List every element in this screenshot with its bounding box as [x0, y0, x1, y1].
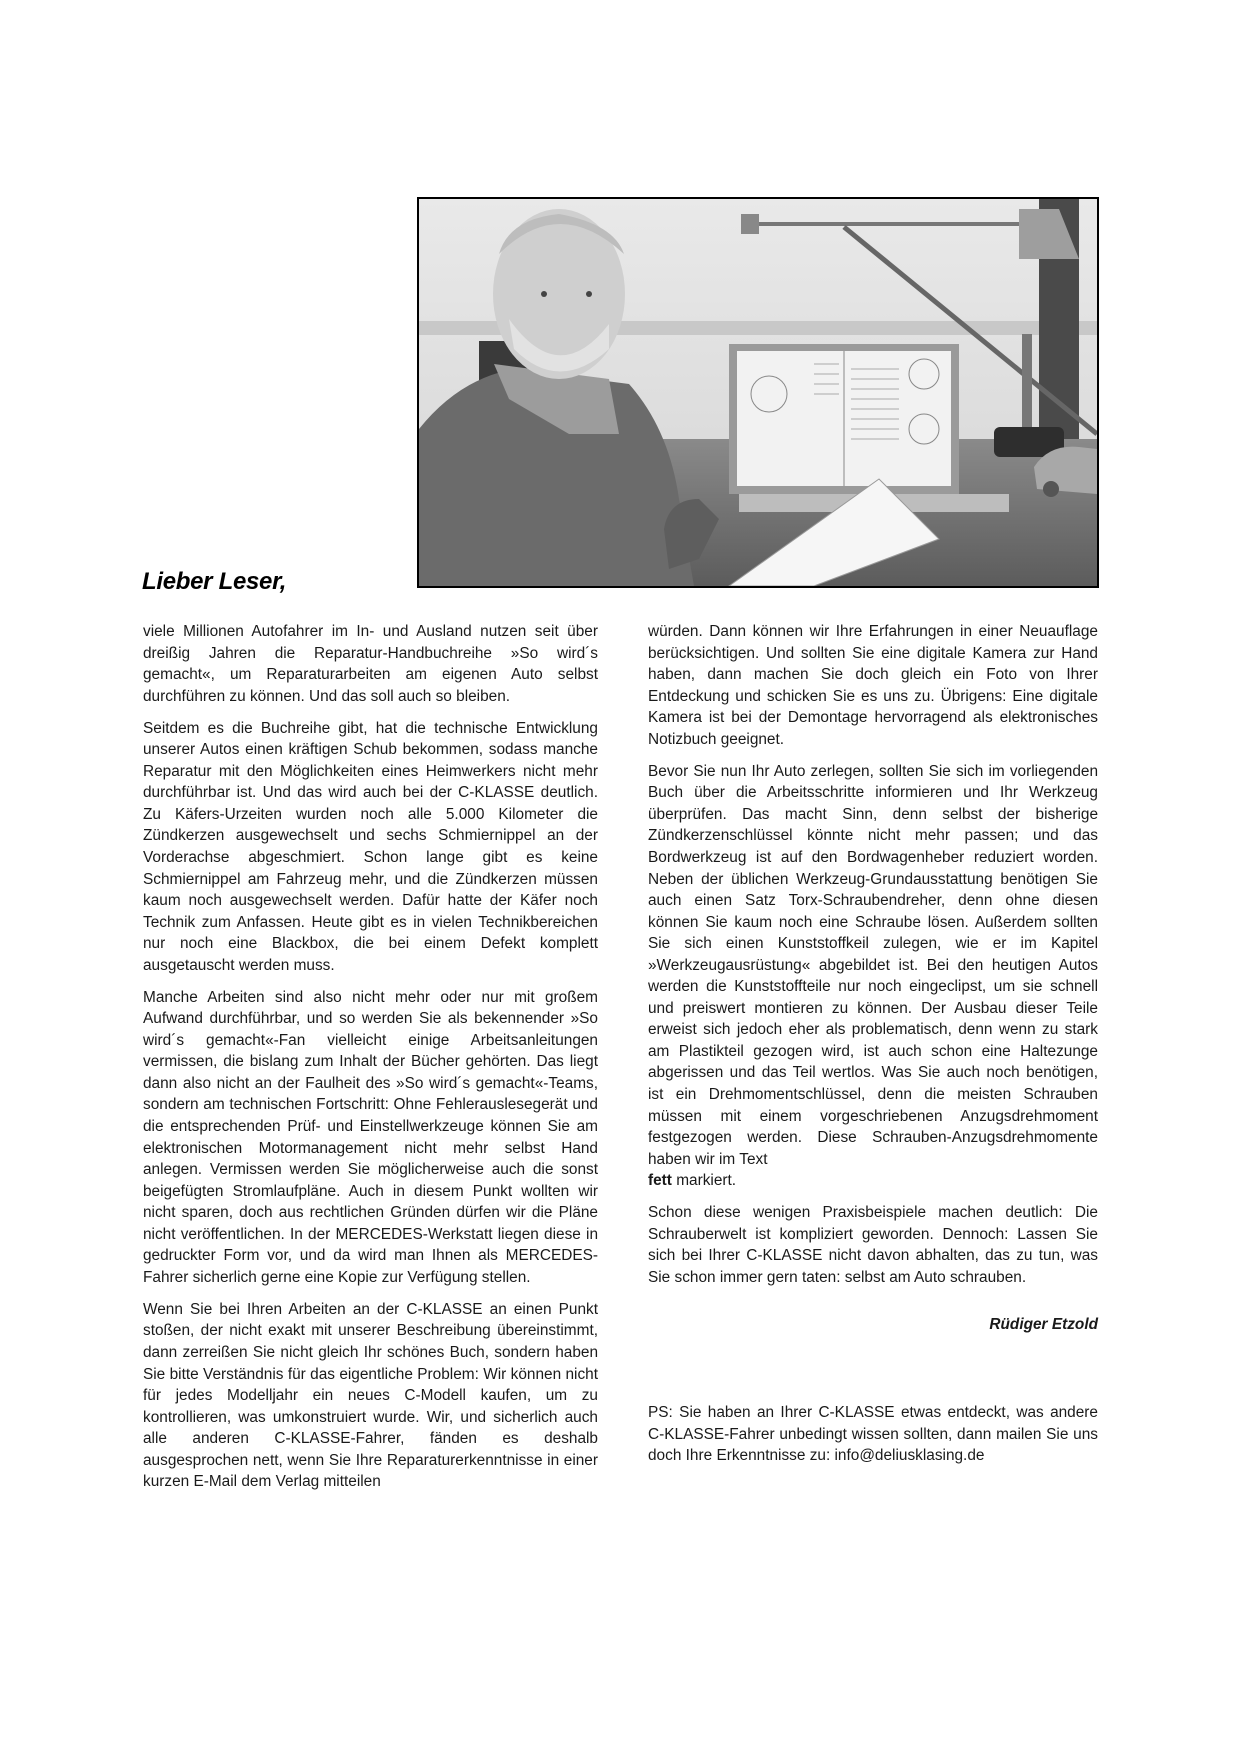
bold-note	[648, 1170, 1098, 1192]
paragraph: Wenn Sie bei Ihren Arbeiten an der C-KLASSE an einen Punkt stoßen, der nicht exakt mit unserer Beschreibung übereinstimmt, dann zerreißen Sie nicht gleich Ihr schönes Buch, sondern haben Sie bitte Verständnis für das eigentliche Problem: Wir können nicht für jedes Modelljahr ein neues C-Modell kaufen, um zu kontrollieren, was umkonstruiert wurde. Wir, und sicherlich auch alle anderen C-KLASSE-Fahrer, fänden es deshalb ausgesprochen nett, wenn Sie Ihre Reparaturerkenntnisse in einer kurzen E-Mail dem Verlag mitteilen	[143, 1300, 598, 1491]
left-text-column	[143, 621, 598, 1503]
author-signature: Rüdiger Etzold	[989, 1316, 1098, 1334]
paragraph: Schon diese wenigen Praxisbeispiele machen deutlich: Die Schrauberwelt ist kompliziert geworden. Dennoch: Lassen Sie sich bei Ihrer C-KLASSE nicht davon abhalten, das zu tun, was Sie schon immer gern taten: selbst am Auto schrauben.	[648, 1204, 1098, 1286]
right-text-column	[648, 621, 1098, 1336]
bold-keyword: fett	[648, 1172, 672, 1190]
greeting-heading: Lieber Leser,	[142, 568, 287, 595]
paragraph: Manche Arbeiten sind also nicht mehr oder nur mit großem Aufwand durchführbar, und so werden Sie als bekennender »So wird´s gemacht«-Fan vielleicht einige Arbeitsanleitungen vermissen, die bislang zum Inhalt der Bücher gehörten. Das liegt dann also nicht an der Faulheit des »So wird´s gemacht«-Teams, sondern am technischen Fortschritt: Ohne Fehlerauslesegerät und die entsprechenden Prüf- und Einstellwerkzeuge können Sie am elektronischen Motormanagement nicht mehr selbst Hand anlegen. Vermissen werden Sie möglicherweise auch die sonst beigefügten Stromlaufpläne. Auch in diesem Punkt wollten wir nicht sparen, doch aus rechtlichen Gründen dürfen wir die Pläne nicht veröffentlichen. In der MERCEDES-Werkstatt liegen diese in gedruckter Form vor, und da wird man Ihnen als MERCEDES-Fahrer sicherlich gerne eine Kopie zur Verfügung stellen.	[143, 988, 598, 1286]
paragraph: würden. Dann können wir Ihre Erfahrungen in einer Neuauflage berücksichtigen. Und sollten Sie eine digitale Kamera zur Hand haben, dann machen Sie doch gleich ein Foto von Ihrer Entdeckung und schicken Sie es uns zu. Übrigens: Eine digitale Kamera ist bei der Demontage hervorragend als elektronisches Notizbuch geeignet.	[648, 623, 1098, 748]
paragraph: Seitdem es die Buchreihe gibt, hat die technische Entwicklung unserer Autos einen kräftigen Schub bekommen, sodass manche Reparatur mit den Möglichkeiten eines Heimwerkers nicht mehr durchführbar ist. Und das wird auch bei der C-KLASSE deutlich. Zu Käfers-Urzeiten wurden noch alle 5.000 Kilometer die Zündkerzen ausgewechselt und sechs Schmiernippel an der Vorderachse abgeschmiert. Schon lange gibt es keine Schmiernippel am Fahrzeug mehr, und die Zündkerzen müssen kaum noch ausgewechselt werden. Dafür hatte der Käfer noch Technik zum Anfassen. Heute gibt es in vielen Technikbereichen nur noch eine Blackbox, die bei einem Defekt komplett ausgetauscht werden muss.	[143, 719, 598, 974]
bold-note-suffix: markiert.	[671, 1172, 737, 1190]
author-photo-illustration	[419, 199, 1097, 586]
paragraph-with-bold	[648, 761, 1098, 1170]
paragraph-text: Bevor Sie nun Ihr Auto zerlegen, sollten Sie sich im vorliegenden Buch über die Arbeitsschritte informieren und Ihr Werkzeug überprüfen. Das macht Sinn, denn selbst der bisherige Zündkerzenschlüssel könnte nicht mehr passen; und das Bordwerkzeug ist auf den Bordwagenheber reduziert worden. Neben der üblichen Werkzeug-Grundausstattung benötigen Sie auch einen Satz Torx-Schraubendreher, denn ohne diesen können Sie kaum noch eine Schraube lösen. Außerdem sollten Sie sich einen Kunststoffkeil zulegen, wie er im Kapitel »Werkzeugausrüstung« abgebildet ist. Bei den heutigen Autos werden die Kunststoffteile nur noch eingeclipst, um sie schnell und preiswert montieren zu können. Der Ausbau dieser Teile erweist sich jedoch eher als problematisch, denn wenn zu stark am Plastikteil gezogen wird, ist auch schon eine Haltezunge abgerissen und das Teil wertlos. Was Sie auch noch benötigen, ist ein Drehmomentschlüssel, denn die meisten Schrauben müssen mit einem vorgeschriebenen Anzugsdrehmoment festgezogen werden. Diese Schrauben-Anzugsdrehmomente haben wir im Text	[648, 762, 1098, 1168]
author-photo	[417, 197, 1099, 588]
postscript: PS: Sie haben an Ihrer C-KLASSE etwas entdeckt, was andere C-KLASSE-Fahrer unbedingt wissen sollten, dann mailen Sie uns doch Ihre Erkenntnisse zu: info@deliusklasing.de	[648, 1404, 1098, 1465]
paragraph: viele Millionen Autofahrer im In- und Ausland nutzen seit über dreißig Jahren die Reparatur-Handbuchreihe »So wird´s gemacht«, um Reparaturarbeiten am eigenen Auto selbst durchführen zu können. Und das soll auch so bleiben.	[143, 623, 598, 705]
